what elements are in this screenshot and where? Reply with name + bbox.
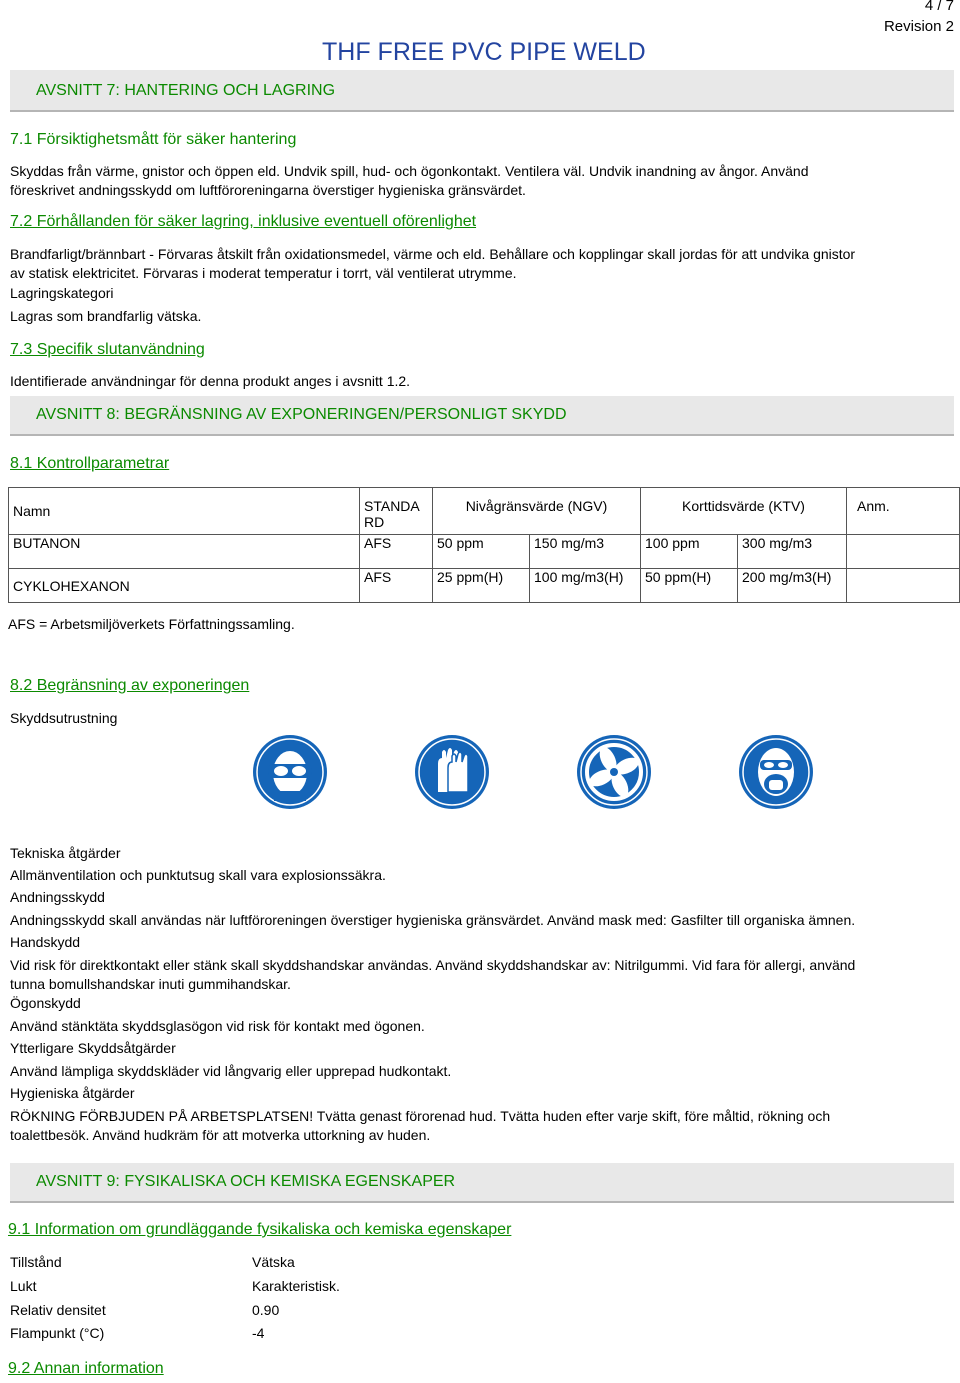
protective-equipment-label: Skyddsutrustning [10,710,118,726]
cell-name: CYKLOHEXANON [9,569,360,603]
heading-8-2: 8.2 Begränsning av exponeringen [10,677,250,694]
section-7-title: AVSNITT 7: HANTERING OCH LAGRING [36,82,336,99]
cell-ktv-mg: 300 mg/m3 [738,535,847,569]
col-standard [360,488,433,535]
cell-standard: AFS [360,535,433,569]
afs-note: AFS = Arbetsmiljöverkets Författningssamling. [8,616,295,632]
eye-protection-label: Ögonskydd [10,995,81,1011]
col-standard-line2: RD [364,514,385,530]
cell-name: BUTANON [9,535,360,569]
hygiene-measures-line2: toalettbesök. Använd hudkräm för att motverka uttorkning av huden. [10,1127,431,1143]
cell-anm [847,569,960,603]
col-ktv: Korttidsvärde (KTV) [641,488,847,535]
col-ngv: Nivågränsvärde (NGV) [433,488,641,535]
cell-anm [847,535,960,569]
text-7-3: Identifierade användningar för denna produkt anges i avsnitt 1.2. [10,373,411,389]
hand-protection-label: Handskydd [10,934,81,950]
table-header-row [9,488,960,535]
cell-ktv-ppm: 50 ppm(H) [641,569,738,603]
section-7-header [10,70,954,112]
storage-category-value: Lagras som brandfarlig vätska. [10,308,202,324]
cell-ngv-ppm: 50 ppm [433,535,530,569]
cell-ktv-ppm: 100 ppm [641,535,738,569]
exposure-limits-table [8,487,960,603]
section-9-header [10,1163,954,1203]
text-7-2-line1: Brandfarligt/brännbart - Förvaras åtskilt från oxidationsmedel, värme och eld. Behållare och kopplingar skall jordas för att undvika gnistor [10,246,856,262]
eye-protection-value: Använd stänktäta skyddsglasögon vid risk för kontakt med ögonen. [10,1018,425,1034]
additional-measures-value: Använd lämpliga skyddskläder vid långvarig eller upprepad hudkontakt. [10,1063,452,1079]
hand-protection-line1: Vid risk för direktkontakt eller stänk skall skyddshandskar användas. Använd skyddshandskar av: Nitrilgummi. Vid fara för allergi, använd [10,957,856,973]
hygiene-measures-label: Hygieniska åtgärder [10,1085,135,1101]
heading-9-1: 9.1 Information om grundläggande fysikaliska och kemiska egenskaper [8,1221,512,1238]
text-7-1-line2: föreskrivet andningsskydd om luftföroreningarna överstiger hygieniska gränsvärdet. [10,182,526,198]
page-number: 4 / 7 [924,0,954,14]
col-standard-line1: STANDA [364,498,420,514]
section-9-title: AVSNITT 9: FYSIKALISKA OCH KEMISKA EGENSKAPER [36,1173,456,1190]
heading-7-2: 7.2 Förhållanden för säker lagring, inklusive eventuell oförenlighet [10,213,477,230]
cell-ngv-mg: 150 mg/m3 [530,535,641,569]
text-7-1-line1: Skyddas från värme, gnistor och öppen eld. Undvik spill, hud- och ögonkontakt. Ventilera väl. Undvik inandning av ångor. Använd [10,163,809,179]
storage-category-label: Lagringskategori [10,285,114,301]
heading-7-1: 7.1 Försiktighetsmått för säker hantering [10,131,297,148]
gloves-icon [414,734,490,810]
additional-measures-label: Ytterligare Skyddsåtgärder [10,1040,176,1056]
hygiene-measures-line1: RÖKNING FÖRBJUDEN PÅ ARBETSPLATSEN! Tvätta genast förorenad hud. Tvätta huden efter varje skift, före måltid, rökning och [10,1108,831,1124]
technical-measures-value: Allmänventilation och punktutsug skall vara explosionssäkra. [10,867,386,883]
respiratory-protection-label: Andningsskydd [10,889,105,905]
table-row [9,569,960,603]
section-8-header [10,396,954,436]
prop-label: Lukt [10,1278,37,1294]
heading-9-2: 9.2 Annan information [8,1360,164,1377]
cell-ngv-ppm: 25 ppm(H) [433,569,530,603]
hand-protection-line2: tunna bomullshandskar inuti gummihandskar. [10,976,291,992]
col-name: Namn [9,488,360,535]
goggles-icon [252,734,328,810]
product-title: THF FREE PVC PIPE WELD [322,38,646,66]
text-7-2-line2: av statisk elektricitet. Förvaras i moderat temperatur i torrt, väl ventilerat utrymme. [10,265,517,281]
technical-measures-label: Tekniska åtgärder [10,845,121,861]
prop-value: -4 [252,1325,265,1341]
prop-label: Flampunkt (°C) [10,1325,105,1341]
prop-label: Relativ densitet [10,1302,106,1318]
section-8-title: AVSNITT 8: BEGRÄNSNING AV EXPONERINGEN/PERSONLIGT SKYDD [36,406,567,423]
cell-ngv-mg: 100 mg/m3(H) [530,569,641,603]
cell-standard: AFS [360,569,433,603]
heading-7-3: 7.3 Specifik slutanvändning [10,341,205,358]
respiratory-protection-value: Andningsskydd skall användas när luftföroreningen överstiger hygieniska gränsvärdet. Använd mask med: Gasfilter till organiska ämnen. [10,912,856,928]
respirator-icon [738,734,814,810]
prop-value: Karakteristisk. [252,1278,340,1294]
prop-value: 0.90 [252,1302,280,1318]
prop-label: Tillstånd [10,1254,62,1270]
revision: Revision 2 [883,18,954,35]
col-anm: Anm. [847,488,960,535]
heading-8-1: 8.1 Kontrollparametrar [10,455,170,472]
table-row [9,535,960,569]
cell-ktv-mg: 200 mg/m3(H) [738,569,847,603]
prop-value: Vätska [252,1254,295,1270]
ventilation-icon [576,734,652,810]
